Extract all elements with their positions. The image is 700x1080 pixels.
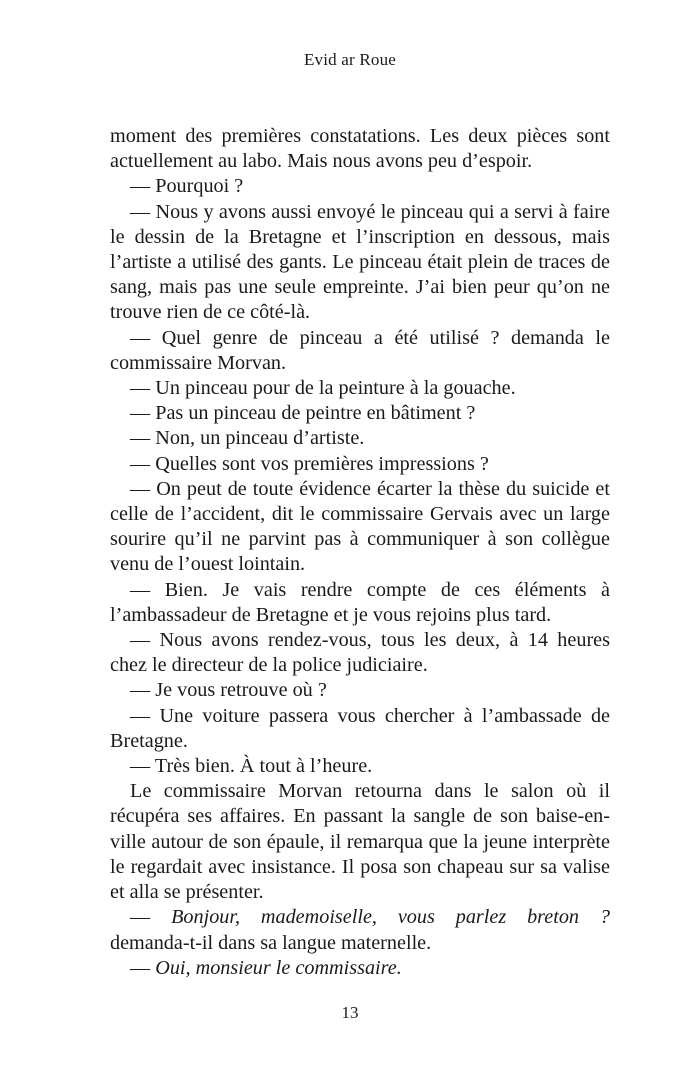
body-text (110, 124, 610, 981)
dialogue-line: — Un pinceau pour de la peinture à la gouache. (130, 377, 516, 400)
running-header-title: Evid ar Roue (303, 50, 397, 69)
dialogue-line: — Très bien. À tout à l’heure. (130, 755, 373, 778)
dialogue-line: — Nous avons rendez-vous, tous les deux, à 14 heures chez le directeur de la police judiciaire. (110, 629, 610, 677)
dialogue-line: — Non, un pinceau d’artiste. (130, 427, 365, 450)
dialogue-line: — Quelles sont vos premières impressions ? (130, 452, 489, 475)
page-number: 13 (341, 1003, 359, 1022)
dialogue-line: — Je vous retrouve où ? (130, 679, 327, 702)
dialogue-line: — On peut de toute évidence écarter la thèse du suicide et celle de l’accident, dit le commissaire Gervais avec un large sourire qu’il ne parvint pas à communiquer à son collègue venu de l’ouest lointain. (110, 477, 610, 576)
narrative-paragraph: Le commissaire Morvan retourna dans le salon où il récupéra ses affaires. En passant la sangle de son baise-en-ville autour de son épaule, il remarqua que la jeune interprète le regardait avec insistance. Il posa son chapeau sur sa valise et alla se présenter. (110, 780, 610, 904)
dialogue-tag: demanda-t-il dans sa langue maternelle. (110, 931, 432, 954)
dialogue-line: — Pas un pinceau de peintre en bâtiment ? (130, 402, 476, 425)
dialogue-line-italic-answer (110, 956, 610, 981)
italic-question-text: Bonjour, mademoiselle, vous parlez breton ? (171, 906, 610, 929)
dialogue-line: — Une voiture passera vous chercher à l’ambassade de Bretagne. (110, 704, 610, 752)
dialogue-line: — Pourquoi ? (130, 175, 244, 198)
dialogue-dash: — (130, 906, 151, 929)
dialogue-line-italic-question (110, 905, 610, 930)
dialogue-line: — Bien. Je vais rendre compte de ces éléments à l’ambassadeur de Bretagne et je vous rejoins plus tard. (110, 578, 610, 626)
italic-answer-text: Oui, monsieur le commissaire. (155, 956, 402, 979)
paragraph-continuation: moment des premières constatations. Les deux pièces sont actuellement au labo. Mais nous avons peu d’espoir. (110, 125, 610, 173)
dialogue-line: — Nous y avons aussi envoyé le pinceau qui a servi à faire le dessin de la Bretagne et l’inscription en dessous, mais l’artiste a utilisé des gants. Le pinceau était plein de traces de sang, mais pas une seule empreinte. J’ai bien peur qu’on ne trouve rien de ce côté-là. (110, 200, 610, 324)
dialogue-dash: — (130, 956, 151, 979)
dialogue-line: — Quel genre de pinceau a été utilisé ? demanda le commissaire Morvan. (110, 326, 610, 374)
